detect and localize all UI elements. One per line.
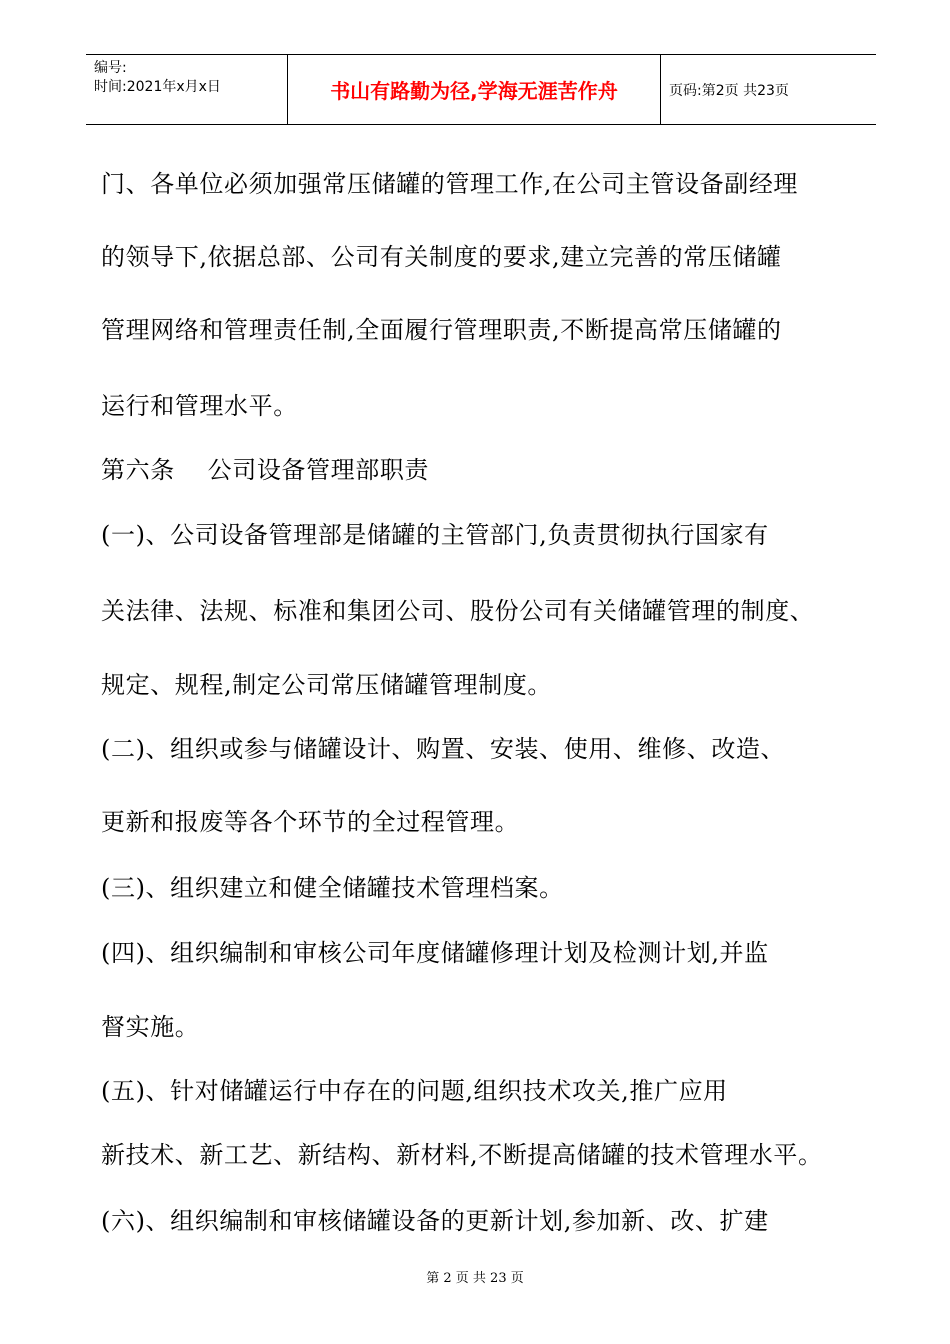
body-line: 门、各单位必须加强常压储罐的管理工作,在公司主管设备副经理 <box>101 170 799 198</box>
body-line: (三)、组织建立和健全储罐技术管理档案。 <box>101 874 564 902</box>
page-header <box>86 54 876 125</box>
body-line: (四)、组织编制和审核公司年度储罐修理计划及检测计划,并监 <box>101 939 769 967</box>
doc-time-label: 时间:2021年x月x日 <box>94 79 221 95</box>
body-line: (六)、组织编制和审核储罐设备的更新计划,参加新、改、扩建 <box>101 1207 769 1235</box>
body-line: (二)、组织或参与储罐设计、购置、安装、使用、维修、改造、 <box>101 735 786 763</box>
body-line: (五)、针对储罐运行中存在的问题,组织技术攻关,推广应用 <box>101 1077 728 1105</box>
body-line: 的领导下,依据总部、公司有关制度的要求,建立完善的常压储罐 <box>101 243 782 271</box>
body-line: 更新和报废等各个环节的全过程管理。 <box>101 808 520 836</box>
header-meta <box>86 55 286 124</box>
body-line: (一)、公司设备管理部是储罐的主管部门,负责贯彻执行国家有 <box>101 521 769 549</box>
body-line: 规定、规程,制定公司常压储罐管理制度。 <box>101 671 553 699</box>
body-line: 新技术、新工艺、新结构、新材料,不断提高储罐的技术管理水平。 <box>101 1141 823 1169</box>
body-line: 督实施。 <box>101 1013 200 1041</box>
header-page-info: 页码:第2页 共23页 <box>669 82 789 99</box>
body-line: 关法律、法规、标准和集团公司、股份公司有关储罐管理的制度、 <box>101 597 815 625</box>
article-heading: 第六条 公司设备管理部职责 <box>101 456 430 484</box>
body-line: 管理网络和管理责任制,全面履行管理职责,不断提高常压储罐的 <box>101 316 782 344</box>
page-footer: 第 2 页 共 23 页 <box>426 1271 524 1286</box>
header-motto: 书山有路勤为径,学海无涯苦作舟 <box>287 55 661 124</box>
doc-number-label: 编号: <box>94 60 127 76</box>
body-line: 运行和管理水平。 <box>101 392 298 420</box>
